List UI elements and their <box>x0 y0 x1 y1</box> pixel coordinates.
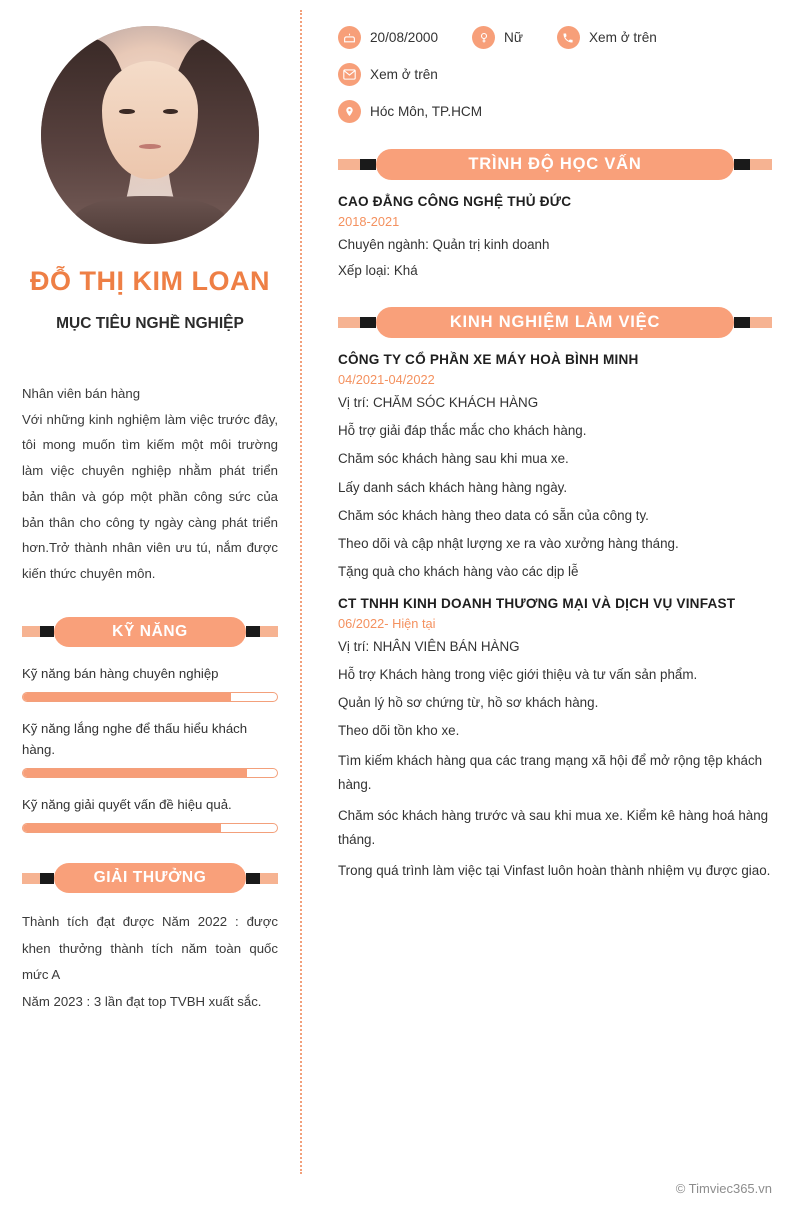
cake-icon <box>338 26 361 49</box>
awards-title: GIẢI THƯỞNG <box>54 863 246 893</box>
contact-block <box>338 26 772 123</box>
experience-duty: Trong quá trình làm việc tại Vinfast luôn hoàn thành nhiệm vụ được giao. <box>338 863 771 879</box>
contact-phone <box>557 26 657 49</box>
contact-gender <box>472 26 523 49</box>
avatar <box>41 26 259 244</box>
education-title: TRÌNH ĐỘ HỌC VẤN <box>376 149 734 180</box>
education-date: 2018-2021 <box>338 214 400 229</box>
education-school: CAO ĐẲNG CÔNG NGHỆ THỦ ĐỨC <box>338 194 572 209</box>
experience-entry <box>338 352 772 582</box>
experience-company: CÔNG TY CỔ PHẦN XE MÁY HOÀ BÌNH MINH <box>338 352 639 368</box>
contact-phone-text: Xem ở trên <box>588 30 657 45</box>
contact-email-text: Xem ở trên <box>370 67 438 82</box>
skills-title: KỸ NĂNG <box>54 617 246 647</box>
contact-email <box>338 63 438 86</box>
experience-date: 06/2022- Hiện tại <box>338 615 436 631</box>
objective-body <box>22 381 278 587</box>
banner-bar-right <box>260 626 278 637</box>
experience-duty: Theo dõi và cập nhật lượng xe ra vào xưởng hàng tháng. <box>338 535 679 551</box>
education-grade: Xếp loại: Khá <box>338 263 418 279</box>
awards-body <box>22 909 278 1015</box>
banner-notch-left <box>360 159 376 170</box>
awards-banner <box>22 863 278 893</box>
experience-position: Vị trí: NHÂN VIÊN BÁN HÀNG <box>338 638 520 654</box>
experience-duty: Hỗ trợ giải đáp thắc mắc cho khách hàng. <box>338 423 587 439</box>
gender-icon <box>472 26 495 49</box>
experience-date: 04/2021-04/2022 <box>338 372 435 388</box>
objective-text: Với những kinh nghiệm làm việc trước đây, tôi mong muốn tìm kiếm một môi trường làm việc chuyên nghiệp nhằm phát triển bản thân và góp một phần công sức của bản thân cho công ty ngày càng phát triển hơn.Trở thành nhân viên ưu tú, nắm được kiến thức chuyên môn. <box>22 411 278 582</box>
contact-birthday-text: 20/08/2000 <box>370 30 439 45</box>
experience-duty: Tặng quà cho khách hàng vào các dịp lễ <box>338 563 579 579</box>
contact-location <box>338 100 482 123</box>
skill-bar <box>22 692 278 702</box>
experience-position: Vị trí: CHĂM SÓC KHÁCH HÀNG <box>338 395 539 411</box>
education-entry <box>338 194 772 281</box>
contact-row <box>338 63 772 86</box>
skill-bar-fill <box>23 693 231 701</box>
award-text-1: Thành tích đạt được Năm 2022 : được khen thưởng thành tích năm toàn quốc mức A <box>22 914 278 983</box>
objective-section-title: MỤC TIÊU NGHỀ NGHIỆP <box>56 315 244 332</box>
skill-bar <box>22 823 278 833</box>
contact-row <box>338 26 772 49</box>
skill-item <box>22 718 278 778</box>
skill-bar-fill <box>23 824 221 832</box>
contact-gender-text: Nữ <box>504 30 523 45</box>
left-column <box>0 0 300 1214</box>
banner-notch-right <box>246 873 260 884</box>
banner-notch-left <box>360 317 376 328</box>
banner-bar-left <box>22 626 40 637</box>
experience-duty: Chăm sóc khách hàng theo data có sẵn của công ty. <box>338 507 649 523</box>
skill-bar-fill <box>23 769 247 777</box>
banner-bar-left <box>338 317 360 328</box>
skill-label: Kỹ năng lắng nghe để thấu hiểu khách hàng. <box>22 721 248 758</box>
column-divider <box>300 10 302 1174</box>
experience-title: KINH NGHIỆM LÀM VIỆC <box>376 307 734 338</box>
contact-location-text: Hóc Môn, TP.HCM <box>370 104 483 119</box>
skill-item <box>22 794 278 833</box>
footer-credit: © Timviec365.vn <box>675 1181 772 1196</box>
banner-bar-right <box>750 159 772 170</box>
email-icon <box>338 63 361 86</box>
banner-notch-right <box>734 317 750 328</box>
avatar-image <box>41 26 259 244</box>
skills-banner <box>22 617 278 647</box>
experience-duty: Lấy danh sách khách hàng hàng ngày. <box>338 479 568 495</box>
banner-notch-right <box>734 159 750 170</box>
avatar-mouth <box>139 144 161 149</box>
experience-duty: Hỗ trợ Khách hàng trong việc giới thiệu và tư vấn sản phẩm. <box>338 667 698 683</box>
experience-duty: Chăm sóc khách hàng trước và sau khi mua xe. Kiểm kê hàng hoá hàng tháng. <box>338 808 769 847</box>
banner-notch-left <box>40 873 54 884</box>
experience-company: CT TNHH KINH DOANH THƯƠNG MẠI VÀ DỊCH VỤ VINFAST <box>338 595 736 611</box>
candidate-name: ĐỖ THỊ KIM LOAN <box>30 266 270 296</box>
education-major: Chuyên ngành: Quản trị kinh doanh <box>338 237 550 252</box>
banner-bar-left <box>338 159 360 170</box>
contact-birthday <box>338 26 438 49</box>
banner-bar-right <box>750 317 772 328</box>
avatar-shoulders <box>72 196 229 244</box>
skill-bar <box>22 768 278 778</box>
location-icon <box>338 100 361 123</box>
award-text-2: Năm 2023 : 3 lần đạt top TVBH xuất sắc. <box>22 993 262 1009</box>
experience-entry <box>338 596 772 883</box>
education-banner <box>338 149 772 180</box>
objective-role: Nhân viên bán hàng <box>22 386 141 401</box>
banner-notch-left <box>40 626 54 637</box>
right-column <box>300 0 800 1214</box>
experience-duty: Chăm sóc khách hàng sau khi mua xe. <box>338 451 569 467</box>
skill-item <box>22 663 278 702</box>
experience-duty: Quản lý hồ sơ chứng từ, hồ sơ khách hàng. <box>338 695 599 711</box>
banner-bar-left <box>22 873 40 884</box>
banner-bar-right <box>260 873 278 884</box>
experience-duty: Tìm kiếm khách hàng qua các trang mạng xã hội để mở rộng tệp khách hàng. <box>338 753 763 792</box>
experience-banner <box>338 307 772 338</box>
experience-duty: Theo dõi tồn kho xe. <box>338 723 460 739</box>
contact-row <box>338 100 772 123</box>
skill-label: Kỹ năng bán hàng chuyên nghiệp <box>22 665 219 681</box>
banner-notch-right <box>246 626 260 637</box>
phone-icon <box>557 26 580 49</box>
skill-label: Kỹ năng giải quyết vấn đề hiệu quả. <box>22 797 232 813</box>
